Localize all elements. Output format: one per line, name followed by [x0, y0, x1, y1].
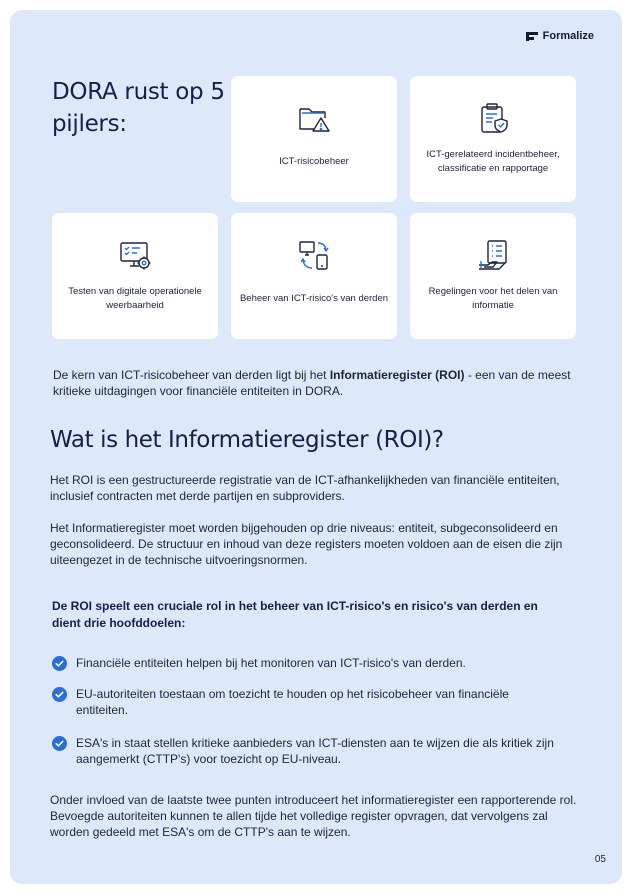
document-share-icon: [475, 237, 511, 273]
pillar-label: ICT-risicobeheer: [279, 156, 349, 167]
section-heading: Wat is het Informatieregister (ROI)?: [50, 427, 444, 453]
bullet-item: [52, 655, 552, 671]
bullet-text: Financiële entiteiten helpen bij het monitoren van ICT-risico's van derden.: [76, 656, 466, 670]
clipboard-shield-icon: [475, 100, 511, 136]
intro-text-end: - een van de meest kritieke uitdagingen voor financiële entiteiten in DORA.: [53, 368, 571, 398]
logo-text: Formalize: [542, 30, 594, 42]
bullets-lead: De ROI speelt een cruciale rol in het beheer van ICT-risico's en risico's van derden en dient drie hoofddoelen:: [52, 599, 538, 630]
brand-logo: [526, 30, 594, 42]
pillar-label: Testen van digitale operationele weerbaarheid: [68, 286, 202, 311]
page: [10, 10, 622, 884]
pillar-label: ICT-gerelateerd incidentbeheer, classificatie en rapportage: [426, 149, 560, 174]
page-number: 05: [594, 854, 606, 865]
paragraph-definition: Het ROI is een gestructureerde registratie van de ICT-afhankelijkheden van financiële entiteiten, inclusief contracten met derde partijen en subproviders.: [50, 473, 560, 503]
pillar-label: Regelingen voor het delen van informatie: [428, 286, 558, 311]
intro-text: De kern van ICT-risicobeheer van derden ligt bij het: [53, 368, 330, 382]
intro-paragraph: [53, 367, 573, 399]
bullet-item: [52, 735, 572, 767]
bullet-item: [52, 686, 512, 718]
pillars-title: DORA rust op 5 pijlers:: [52, 79, 225, 137]
monitor-gear-icon: [117, 237, 153, 273]
pillar-card-resilience-testing: [52, 213, 218, 339]
pillar-card-information-sharing: [410, 213, 576, 339]
paragraph-reporting-role: Onder invloed van de laatste twee punten introduceert het informatieregister een rapporterende rol. Bevoegde autoriteiten kunnen te allen tijde het volledige register opvragen, dat vervolgens zal worden gedeeld met ESA's om de CTTP's aan te wijzen.: [50, 793, 577, 839]
pillar-card-incident-management: [410, 76, 576, 202]
pillar-card-ict-risk: [231, 76, 397, 202]
paragraph-levels: Het Informatieregister moet worden bijgehouden op drie niveaus: entiteit, subgeconsolideerd en geconsolideerd. De structuur en inhoud van deze registers moeten voldoen aan de eisen die zijn uiteengezet in de technische uitvoeringsnormen.: [50, 521, 563, 567]
bullet-text: EU-autoriteiten toestaan om toezicht te houden op het risicobeheer van financiële entiteiten.: [76, 687, 509, 717]
check-circle-icon: [52, 736, 67, 751]
folder-warning-icon: [296, 100, 332, 136]
devices-sync-icon: [296, 237, 332, 273]
check-circle-icon: [52, 687, 67, 702]
pillar-label: Beheer van ICT-risico's van derden: [239, 293, 389, 304]
bullet-text: ESA's in staat stellen kritieke aanbieders van ICT-diensten aan te wijzen die als kritiek zijn aangemerkt (CTTP's) voor toezicht op EU-niveau.: [76, 736, 554, 766]
pillar-card-third-party-risk: [231, 213, 397, 339]
check-circle-icon: [52, 656, 67, 671]
intro-emphasis: Informatieregister (ROI): [329, 368, 465, 382]
formalize-logo-icon: [526, 32, 538, 41]
